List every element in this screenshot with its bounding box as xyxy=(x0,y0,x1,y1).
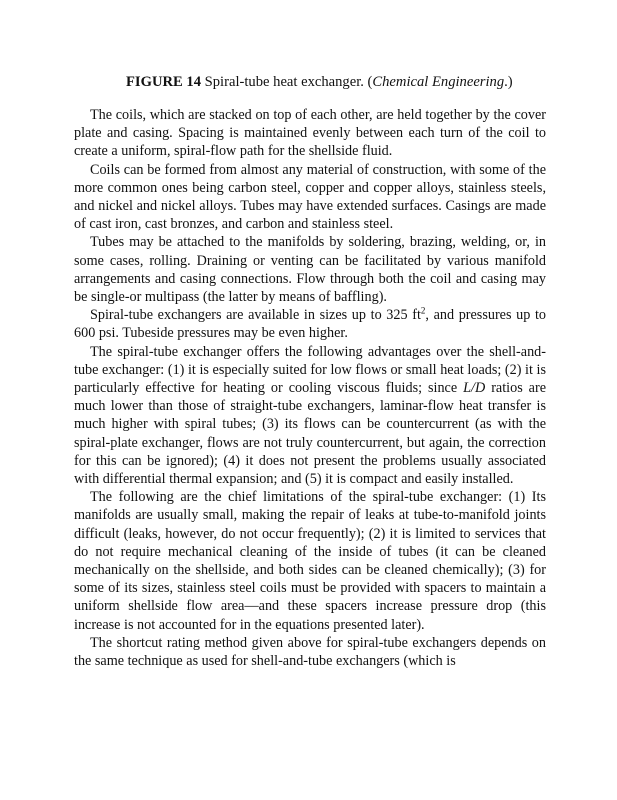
body-text xyxy=(74,106,546,670)
figure-caption xyxy=(126,72,546,92)
paragraph-coil-materials: Coils can be formed from almost any material of construction, with some of the more common ones being carbon steel, copper and copper alloys, stainless steels, and nickel and nickel alloys. Tubes may have extended surfaces. Casings are made of cast iron, cast bronzes, and carbon and stainless steel. xyxy=(74,161,546,233)
sizes-text-b: , and pressures up to 600 psi. Tubeside pressures may be even higher. xyxy=(74,307,546,342)
advantages-text-b: ratios are much lower than those of straight-tube exchangers, laminar-flow heat transfer is much higher with spiral tubes; (3) its flows can be countercurrent (as with the spiral-plate exchanger, flows are not truly countercurrent, but again, the correction for this can be ignored); (4) it does not present the problems usually associated with differential thermal expansion; and (5) it is compact and easily installed. xyxy=(74,380,546,488)
figure-label: FIGURE 14 xyxy=(126,74,201,90)
sizes-text-a: Spiral-tube exchangers are available in sizes up to 325 ft xyxy=(90,307,421,324)
figure-caption-text: Spiral-tube heat exchanger. ( xyxy=(201,74,373,90)
paragraph-tube-attachment: Tubes may be attached to the manifolds by soldering, brazing, welding, or, in some cases, rolling. Draining or venting can be facilitated by various manifold arrangements and casing connections. Flow through both the coil and casing may be single-or multipass (the latter by means of baffling). xyxy=(74,234,546,306)
superscript-2: 2 xyxy=(420,305,426,316)
advantages-text-a: The spiral-tube exchanger offers the following advantages over the shell-and-tube exchanger: (1) it is especially suited for low flows or small heat loads; (2) it is particularly effective for heating or cooling viscous fluids; since xyxy=(74,343,546,397)
paragraph-shortcut-rating: The shortcut rating method given above for spiral-tube exchangers depends on the same technique as used for shell-and-tube exchangers (which is xyxy=(74,634,546,670)
figure-source: Chemical Engineering xyxy=(372,74,505,90)
ld-ratio: L/D xyxy=(463,380,486,397)
figure-caption-close: .) xyxy=(504,74,513,90)
paragraph-sizes-pressures xyxy=(74,306,546,342)
page-content xyxy=(74,72,546,670)
paragraph-advantages xyxy=(74,343,546,489)
paragraph-coil-stacking: The coils, which are stacked on top of each other, are held together by the cover plate and casing. Spacing is maintained evenly between each turn of the coil to create a uniform, spiral-flow path for the shellside fluid. xyxy=(74,107,546,160)
paragraph-limitations: The following are the chief limitations of the spiral-tube exchanger: (1) Its manifolds are usually small, making the repair of leaks at tube-to-manifold joints difficult (leaks, however, do not occur frequently); (2) it is limited to services that do not require mechanical cleaning of the inside of tubes (it can be cleaned mechanically on the shellside, and both sides can be cleaned chemically); (3) for some of its sizes, stainless steel coils must be provided with spacers to maintain a uniform shellside flow area—and these spacers increase pressure drop (this increase is not accounted for in the equations presented later). xyxy=(74,489,546,633)
